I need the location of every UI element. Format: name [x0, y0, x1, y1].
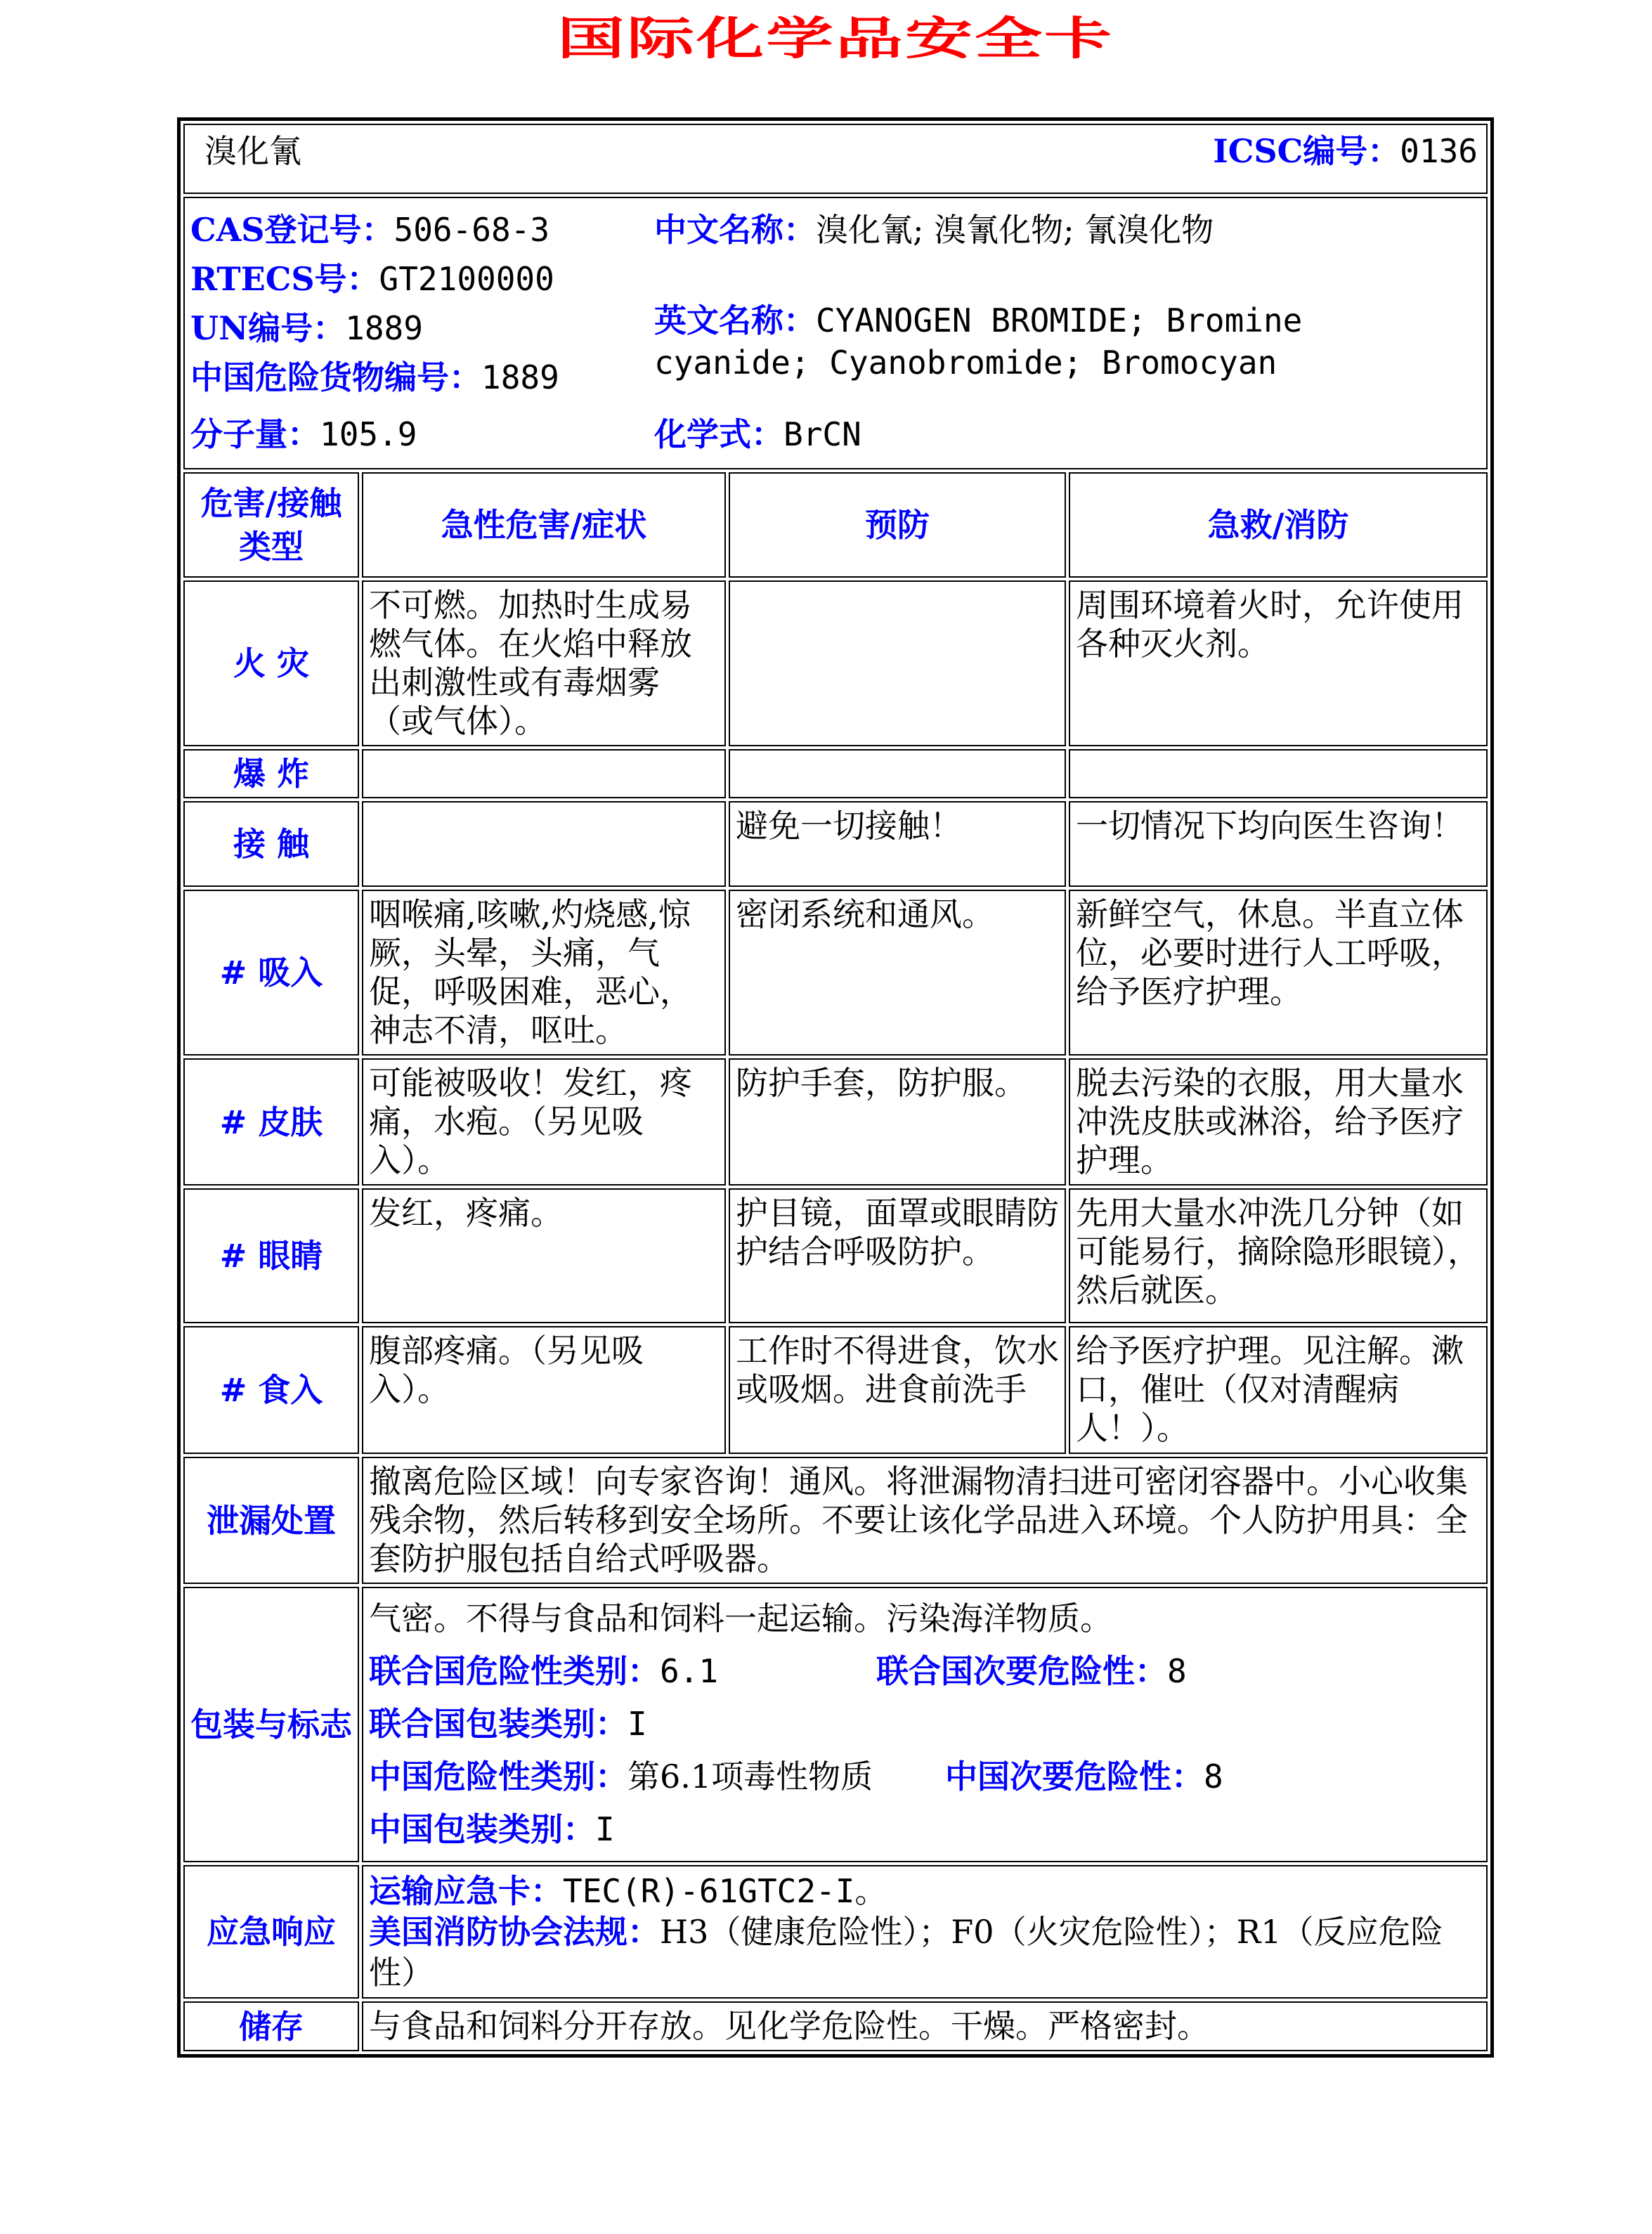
hazard-row-skin: [183, 1058, 1488, 1186]
cn-hazard-class-label: 中国危险性类别：: [369, 1758, 627, 1795]
transport-emergency-card-label: 运输应急卡：: [369, 1872, 563, 1910]
identification-row: [183, 197, 1488, 469]
header-cell: [183, 124, 1488, 194]
chinese-name-label: 中文名称：: [654, 211, 816, 249]
section-row-packaging: [183, 1587, 1488, 1862]
row-label-ingestion: # 食入: [183, 1326, 359, 1454]
un-number-value: 1889: [345, 309, 423, 347]
icsc-number: 0136: [1400, 132, 1478, 170]
china-dg-number-value: 1889: [481, 358, 559, 396]
cell-skin-symptoms: 可能被吸收！发红，疼痛，水疱。（另见吸入）。: [362, 1058, 726, 1186]
cell-eyes-first-aid: 先用大量水冲洗几分钟（如可能易行，摘除隐形眼镜），然后就医。: [1069, 1188, 1488, 1323]
cas-number-label: CAS登记号：: [190, 211, 394, 249]
formula-line: [654, 415, 861, 454]
nfpa-value: H3（健康危险性）；F0（火灾危险性）；R1（反应危险性）: [369, 1913, 1443, 1992]
column-header-hazard-type: 危害/接触 类型: [183, 472, 359, 578]
english-name-label: 英文名称：: [654, 301, 816, 339]
english-name-value: CYANOGEN BROMIDE; Bromine cyanide; Cyanobromide; Bromocyan: [654, 301, 1303, 382]
section-row-storage: [183, 2001, 1488, 2051]
hazard-row-inhalation: [183, 890, 1488, 1056]
cell-explosion-prevention: [729, 749, 1066, 798]
cell-skin-prevention: 防护手套，防护服。: [729, 1058, 1066, 1186]
china-dg-number-label: 中国危险货物编号：: [190, 358, 481, 396]
formula-label: 化学式：: [654, 415, 783, 453]
cell-eyes-symptoms: 发红，疼痛。: [362, 1188, 726, 1323]
packaging-transport-note: 气密。不得与食品和饲料一起运输。污染海洋物质。: [369, 1599, 1112, 1637]
un-packing-group-label: 联合国包装类别：: [369, 1705, 627, 1743]
rtecs-number-value: GT2100000: [379, 260, 554, 298]
chinese-name-value: 溴化氰; 溴氰化物; 氰溴化物: [816, 211, 1214, 249]
column-header-first-aid: 急救/消防: [1069, 472, 1488, 578]
transport-emergency-card-line: [369, 1871, 1481, 1911]
cell-ingestion-first-aid: 给予医疗护理。见注解。漱口，催吐（仅对清醒病人！）。: [1069, 1326, 1488, 1454]
cell-ingestion-prevention: 工作时不得进食，饮水或吸烟。进食前洗手: [729, 1326, 1066, 1454]
cas-number-value: 506-68-3: [394, 211, 550, 249]
header-row: [183, 124, 1488, 194]
molecular-weight-line: [190, 415, 417, 454]
page-title: 国际化学品安全卡: [557, 13, 1114, 65]
column-header-symptoms: 急性危害/症状: [362, 472, 726, 578]
cell-explosion-symptoms: [362, 749, 726, 798]
icsc-label: ICSC编号：: [1213, 132, 1400, 170]
identification-right-column: [654, 205, 1469, 384]
cell-storage-text: 与食品和饲料分开存放。见化学危险性。干燥。严格密封。: [362, 2001, 1488, 2051]
row-label-eyes: # 眼睛: [183, 1188, 359, 1323]
page-title-wrap: [177, 10, 1494, 69]
row-label-spill-disposal: 泄漏处置: [183, 1457, 359, 1584]
row-label-exposure: 接 触: [183, 801, 359, 887]
packaging-cn-class-line: [369, 1751, 1481, 1803]
hazard-row-ingestion: [183, 1326, 1488, 1454]
nfpa-line: [369, 1911, 1481, 1993]
substance-name: 溴化氰: [204, 132, 301, 170]
cell-spill-disposal-text: 撤离危险区域！向专家咨询！通风。将泄漏物清扫进可密闭容器中。小心收集残余物，然后转移到安全场所。不要让该化学品进入环境。个人防护用具：全套防护服包括自给式呼吸器。: [362, 1457, 1488, 1584]
cell-exposure-symptoms: [362, 801, 726, 887]
hazard-row-exposure: [183, 801, 1488, 887]
packaging-cn-packing-line: [369, 1803, 1481, 1856]
formula-value: BrCN: [783, 415, 861, 453]
cell-skin-first-aid: 脱去污染的衣服，用大量水冲洗皮肤或淋浴，给予医疗护理。: [1069, 1058, 1488, 1186]
english-name-line: [654, 299, 1469, 384]
chinese-name-line: [654, 205, 1469, 254]
cn-subsidiary-risk-label: 中国次要危险性：: [945, 1758, 1204, 1795]
hazard-table-header-row: [183, 472, 1488, 578]
cn-packing-group-value: I: [595, 1810, 615, 1848]
cn-subsidiary-risk-group: [945, 1751, 1223, 1803]
un-hazard-class-label: 联合国危险性类别：: [369, 1652, 660, 1690]
un-packing-group-value: I: [627, 1705, 647, 1743]
cn-subsidiary-risk-value: 8: [1204, 1758, 1223, 1795]
packaging-un-class-line: [369, 1645, 1481, 1698]
column-header-prevention: 预防: [729, 472, 1066, 578]
cn-packing-group-label: 中国包装类别：: [369, 1810, 595, 1848]
cell-packaging-content: [362, 1587, 1488, 1862]
cell-explosion-first-aid: [1069, 749, 1488, 798]
un-hazard-class-value: 6.1: [660, 1652, 719, 1690]
row-label-skin: # 皮肤: [183, 1058, 359, 1186]
cell-fire-first-aid: 周围环境着火时，允许使用各种灭火剂。: [1069, 580, 1488, 746]
cell-emergency-response-content: [362, 1865, 1488, 1999]
cell-exposure-prevention: 避免一切接触！: [729, 801, 1066, 887]
row-label-explosion: 爆 炸: [183, 749, 359, 798]
identification-cell: [183, 197, 1488, 469]
cell-ingestion-symptoms: 腹部疼痛。（另见吸入）。: [362, 1326, 726, 1454]
section-row-spill-disposal: [183, 1457, 1488, 1584]
cell-eyes-prevention: 护目镜，面罩或眼睛防护结合呼吸防护。: [729, 1188, 1066, 1323]
cell-exposure-first-aid: 一切情况下均向医生咨询！: [1069, 801, 1488, 887]
section-row-emergency-response: [183, 1865, 1488, 1999]
hazard-row-eyes: [183, 1188, 1488, 1323]
row-label-inhalation: # 吸入: [183, 890, 359, 1056]
icsc-card-table: [177, 117, 1494, 2058]
row-label-fire: 火 灾: [183, 580, 359, 746]
hazard-row-explosion: [183, 749, 1488, 798]
un-subsidiary-risk-group: [876, 1645, 1187, 1698]
row-label-packaging: 包装与标志: [183, 1587, 359, 1862]
transport-emergency-card-value: TEC(R)-61GTC2-I。: [563, 1872, 887, 1910]
row-label-storage: 储存: [183, 2001, 359, 2051]
cn-hazard-class-value: 第6.1项毒性物质: [627, 1758, 873, 1795]
row-label-emergency-response: 应急响应: [183, 1865, 359, 1999]
cell-inhalation-prevention: 密闭系统和通风。: [729, 890, 1066, 1056]
icsc-number-group: [1213, 132, 1478, 171]
un-subsidiary-risk-label: 联合国次要危险性：: [876, 1652, 1167, 1690]
un-subsidiary-risk-value: 8: [1167, 1652, 1187, 1690]
hazard-row-fire: [183, 580, 1488, 746]
un-number-label: UN编号：: [190, 309, 346, 347]
cell-fire-symptoms: 不可燃。加热时生成易燃气体。在火焰中释放出刺激性或有毒烟雾（或气体）。: [362, 580, 726, 746]
molecular-weight-value: 105.9: [320, 415, 417, 453]
cell-inhalation-first-aid: 新鲜空气，休息。半直立体位，必要时进行人工呼吸，给予医疗护理。: [1069, 890, 1488, 1056]
cell-inhalation-symptoms: 咽喉痛,咳嗽,灼烧感,惊厥，头晕，头痛，气促，呼吸困难，恶心，神志不清，呕吐。: [362, 890, 726, 1056]
cell-fire-prevention: [729, 580, 1066, 746]
molecular-weight-label: 分子量：: [190, 415, 320, 453]
nfpa-label: 美国消防协会法规：: [369, 1913, 660, 1951]
rtecs-number-label: RTECS号：: [190, 260, 379, 298]
packaging-un-packing-line: [369, 1698, 1481, 1751]
